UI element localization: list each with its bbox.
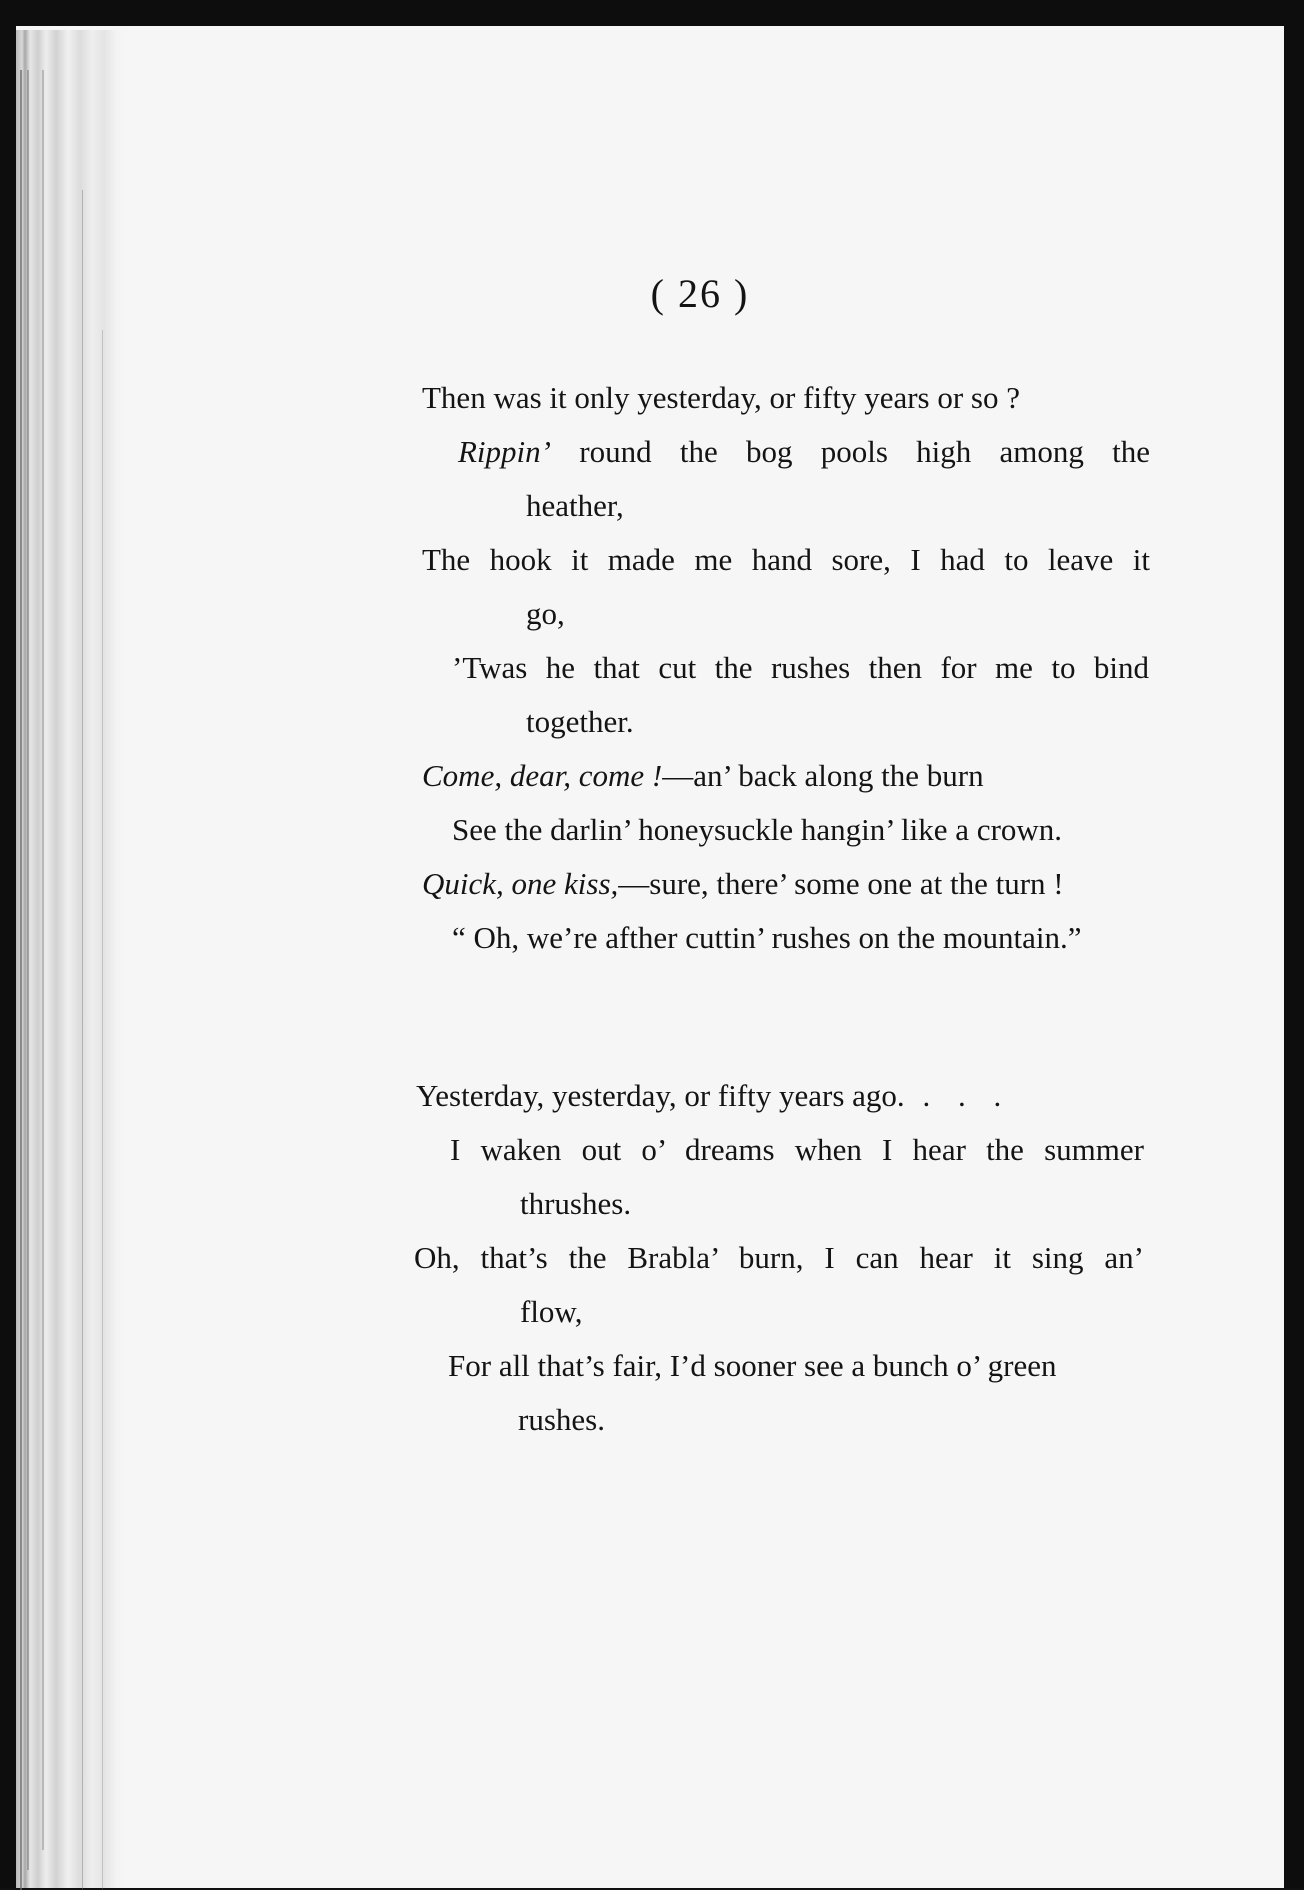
poem-line: go, bbox=[526, 596, 565, 631]
italic-phrase: Quick, one kiss, bbox=[422, 866, 619, 901]
poem-line bbox=[422, 866, 1064, 902]
poem-line bbox=[422, 758, 984, 794]
poem-line: thrushes. bbox=[520, 1186, 632, 1221]
page-number: ( 26 ) bbox=[650, 271, 750, 316]
ellipsis-dots: . . . bbox=[904, 1078, 1012, 1113]
poem-line: heather, bbox=[526, 488, 624, 523]
poem-line: “ Oh, we’re afther cuttin’ rushes on the mountain.” bbox=[452, 920, 1082, 955]
poem-line: flow, bbox=[520, 1294, 583, 1329]
poem-line-text: Yesterday, yesterday, or fifty years ago. bbox=[416, 1078, 905, 1113]
poem-line: ’Twas he that cut the rushes then for me to bind bbox=[452, 650, 1149, 685]
italic-word: Rippin’ bbox=[458, 434, 551, 469]
poem-line-text: —an’ back along the burn bbox=[662, 758, 984, 793]
poem-line: Oh, that’s the Brabla’ burn, I can hear it sing an’ bbox=[414, 1240, 1144, 1275]
poem-line: The hook it made me hand sore, I had to leave it bbox=[422, 542, 1150, 577]
poem-line: See the darlin’ honeysuckle hangin’ like a crown. bbox=[452, 812, 1063, 847]
italic-phrase: Come, dear, come ! bbox=[422, 758, 663, 793]
poem-line-text: round the bog pools high among the bbox=[551, 434, 1150, 469]
poem-line-text: —sure, there’ some one at the turn ! bbox=[618, 866, 1064, 901]
poem-line: For all that’s fair, I’d sooner see a bunch o’ green bbox=[448, 1348, 1057, 1383]
poem-line: together. bbox=[526, 704, 634, 739]
poem-line: I waken out o’ dreams when I hear the summer bbox=[450, 1132, 1144, 1167]
poem-line: Then was it only yesterday, or fifty years or so ? bbox=[422, 380, 1021, 415]
poem-line bbox=[416, 1078, 1011, 1114]
poem-line: rushes. bbox=[518, 1402, 605, 1437]
poem-line bbox=[458, 434, 1150, 470]
